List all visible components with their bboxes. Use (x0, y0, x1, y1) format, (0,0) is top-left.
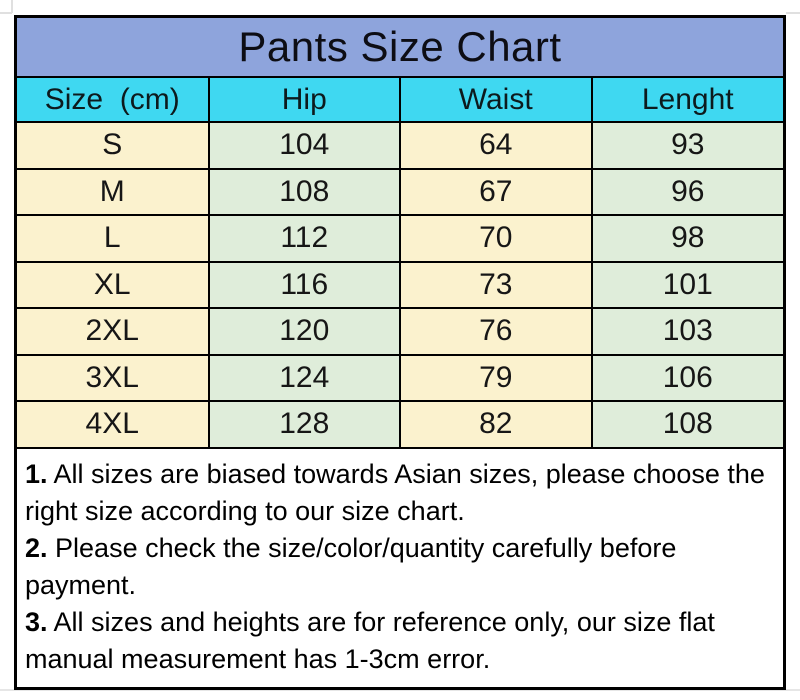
column-header-size: Size (cm) (17, 77, 209, 122)
table-row (17, 122, 783, 169)
note-text: Please check the size/color/quantity carefully before payment. (25, 532, 677, 600)
waist-cell: 64 (400, 122, 592, 169)
hip-cell: 128 (209, 401, 401, 448)
hip-cell: 108 (209, 169, 401, 216)
length-cell: 108 (592, 401, 784, 448)
hip-cell: 124 (209, 355, 401, 402)
note-item (25, 456, 775, 530)
title-row (17, 18, 783, 77)
column-header-hip: Hip (209, 77, 401, 122)
note-text: All sizes are biased towards Asian sizes, please choose the right size according to our size chart. (25, 458, 765, 526)
length-cell: 96 (592, 169, 784, 216)
table-row (17, 169, 783, 216)
length-cell: 98 (592, 215, 784, 262)
waist-cell: 73 (400, 262, 592, 309)
hip-cell: 104 (209, 122, 401, 169)
length-cell: 106 (592, 355, 784, 402)
note-number: 3. (25, 606, 48, 637)
size-cell: 2XL (17, 308, 209, 355)
note-number: 2. (25, 532, 48, 563)
note-text: All sizes and heights are for reference only, our size flat manual measurement has 1-3cm error. (25, 606, 715, 674)
length-cell: 103 (592, 308, 784, 355)
waist-cell: 82 (400, 401, 592, 448)
length-cell: 101 (592, 262, 784, 309)
table-row (17, 262, 783, 309)
waist-cell: 79 (400, 355, 592, 402)
waist-cell: 76 (400, 308, 592, 355)
size-cell: 3XL (17, 355, 209, 402)
note-item (25, 530, 775, 604)
scan-artifact-line (11, 0, 13, 13)
table-row (17, 308, 783, 355)
header-row (17, 77, 783, 122)
table-row (17, 355, 783, 402)
note-item (25, 604, 775, 678)
waist-cell: 67 (400, 169, 592, 216)
size-cell: S (17, 122, 209, 169)
size-table (17, 18, 783, 449)
note-number: 1. (25, 458, 48, 489)
waist-cell: 70 (400, 215, 592, 262)
scan-artifact-line (786, 12, 800, 14)
table-row (17, 401, 783, 448)
column-header-length: Lenght (592, 77, 784, 122)
length-cell: 93 (592, 122, 784, 169)
column-header-waist: Waist (400, 77, 592, 122)
size-cell: M (17, 169, 209, 216)
hip-cell: 116 (209, 262, 401, 309)
page-title: Pants Size Chart (17, 18, 783, 77)
size-chart-sheet (14, 15, 786, 690)
notes-section (17, 449, 783, 687)
hip-cell: 112 (209, 215, 401, 262)
hip-cell: 120 (209, 308, 401, 355)
size-cell: 4XL (17, 401, 209, 448)
size-cell: L (17, 215, 209, 262)
size-cell: XL (17, 262, 209, 309)
table-row (17, 215, 783, 262)
